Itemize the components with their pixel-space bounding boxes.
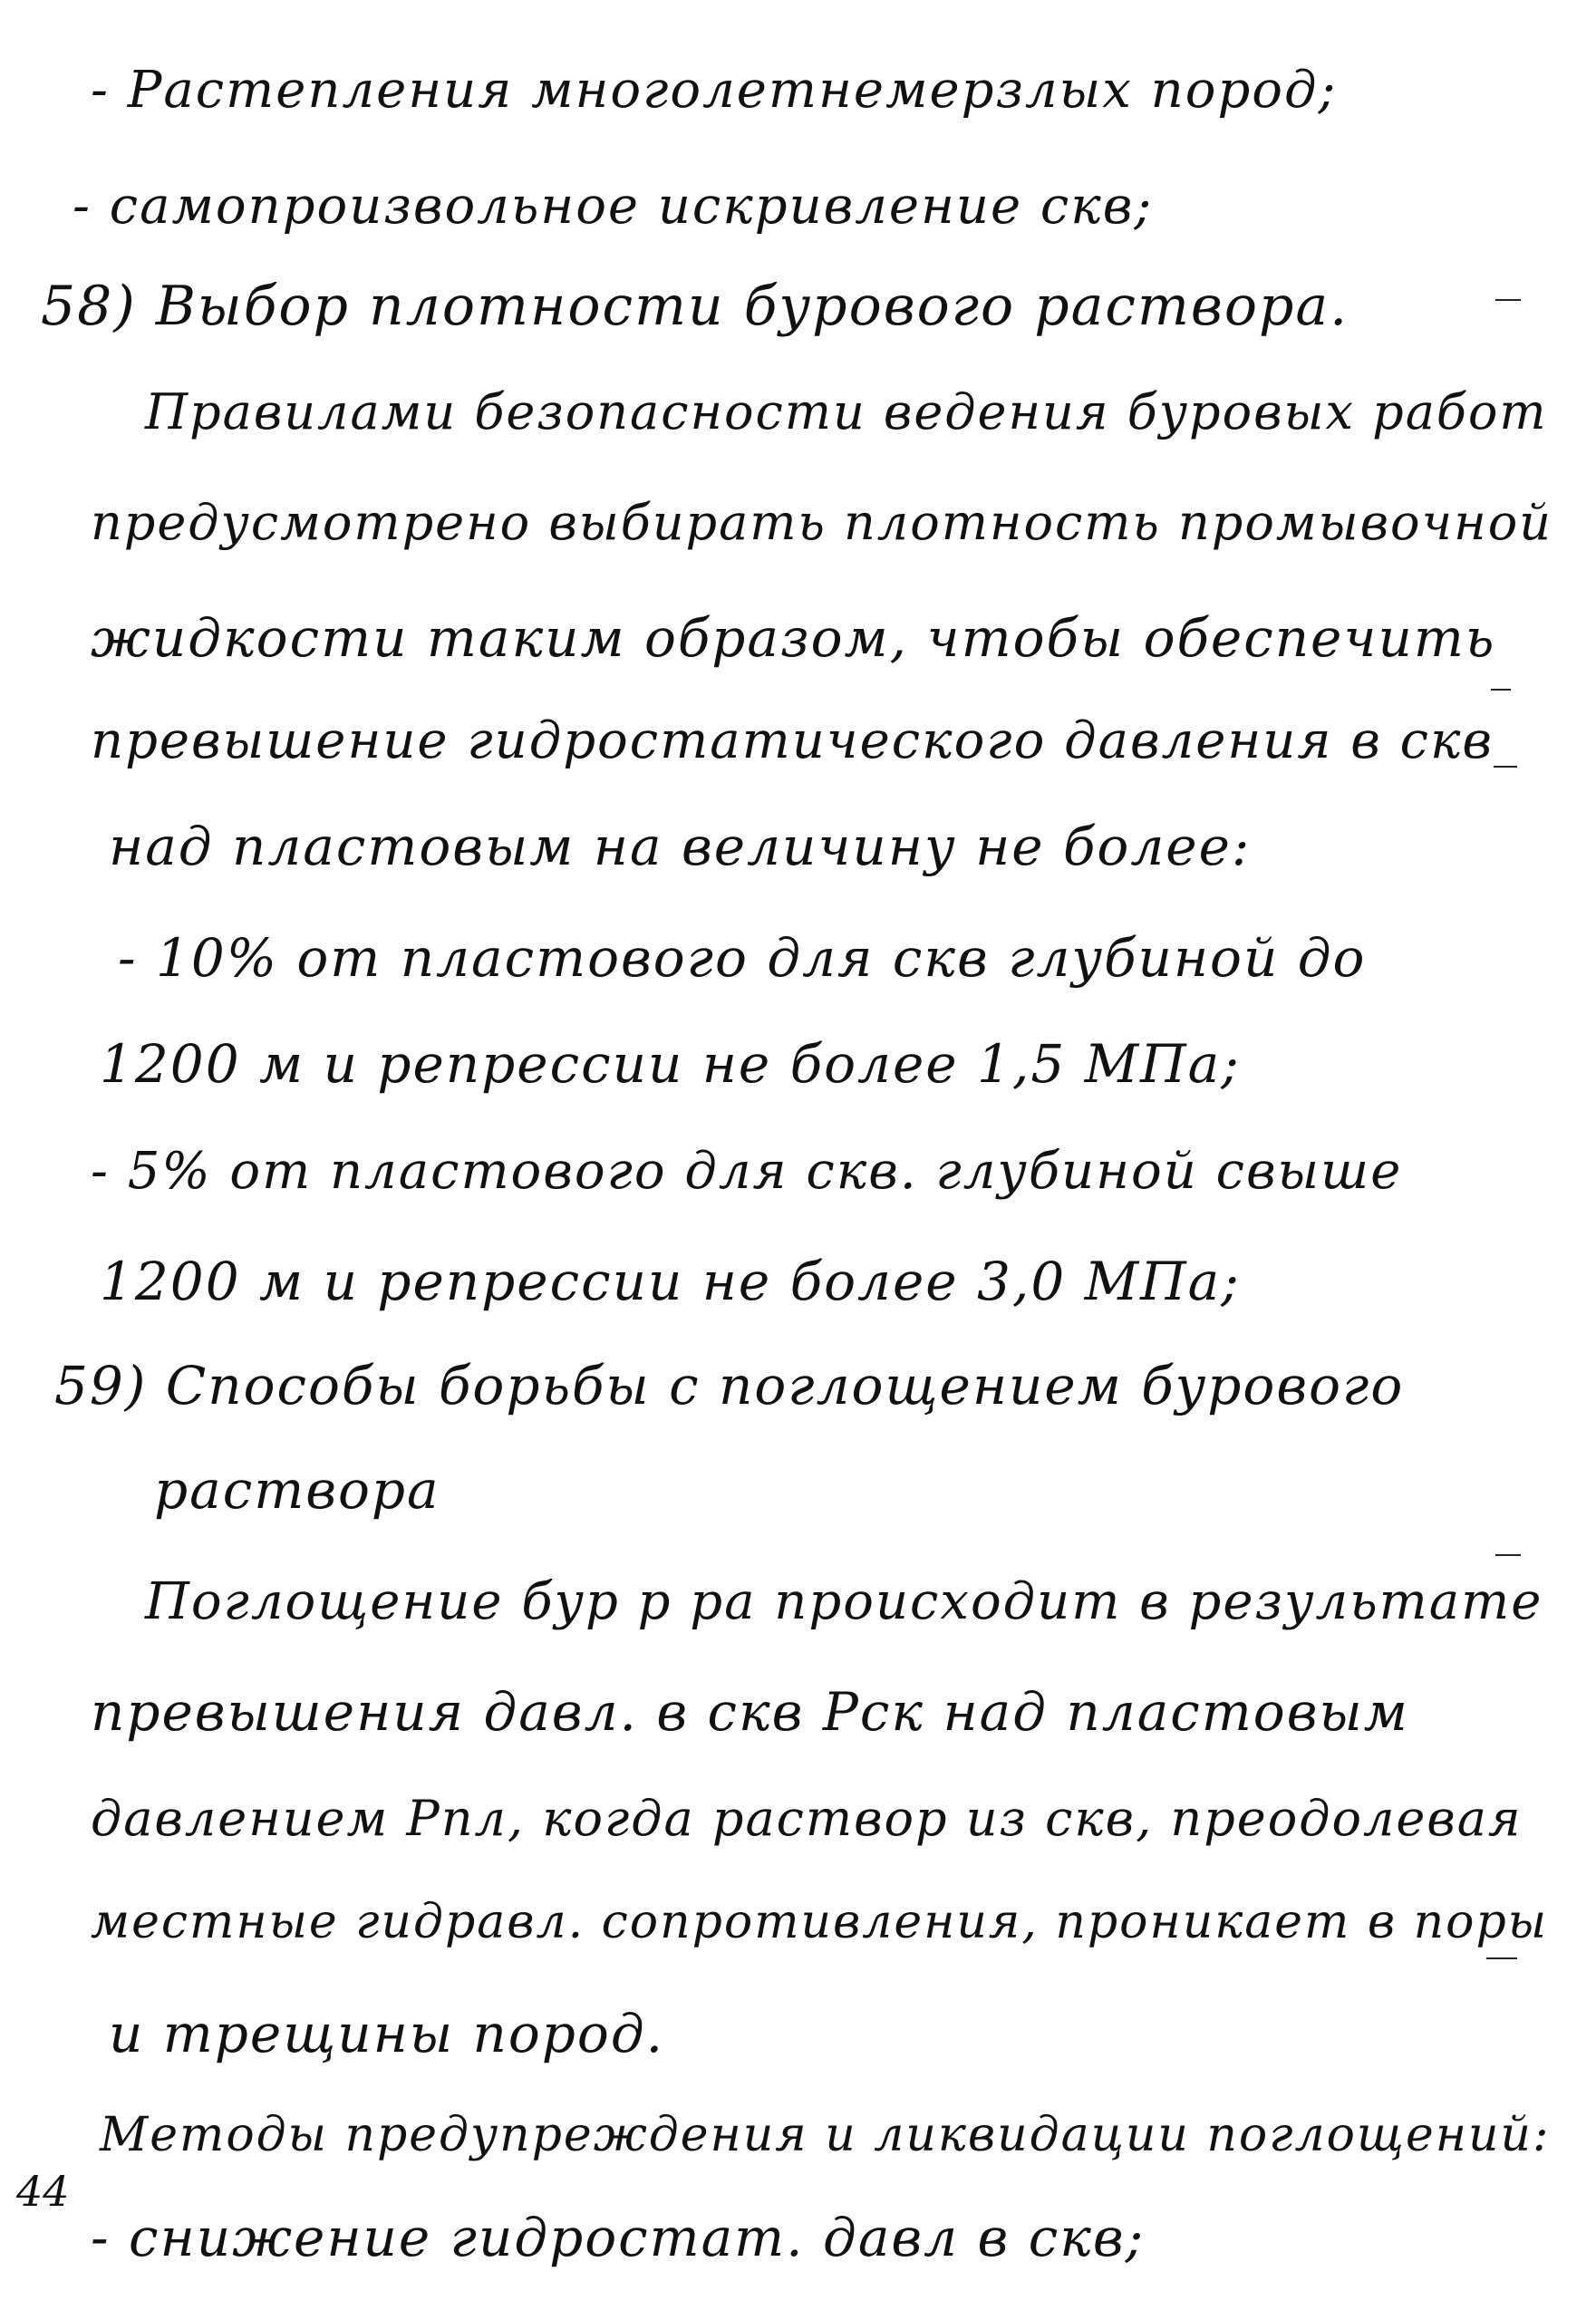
page-number: 44 — [16, 2167, 70, 2216]
text-line-9: - 10% от пластового для скв глубиной до — [118, 927, 1367, 989]
text-line-21: - снижение гидростат. давл в скв; — [91, 2207, 1146, 2268]
text-line-5: предусмотрено выбирать плотность промывочной — [91, 494, 1552, 551]
text-line-4: Правилами безопасности ведения буровых работ — [145, 383, 1548, 440]
text-line-14: раствора — [154, 1459, 440, 1521]
text-line-19: и трещины пород. — [109, 2003, 665, 2064]
text-line-16: превышения давл. в скв Рск над пластовым — [91, 1681, 1409, 1743]
text-line-15: Поглощение бур р ра происходит в результате — [145, 1572, 1543, 1631]
text-line-17: давлением Рпл, когда раствор из скв, преодолевая — [91, 1790, 1523, 1847]
margin-tick — [1495, 299, 1521, 301]
text-line-1: - Растепления многолетнемерзлых пород; — [91, 61, 1338, 120]
margin-tick — [1495, 1554, 1521, 1556]
text-line-10: 1200 м и репрессии не более 1,5 МПа; — [100, 1033, 1241, 1095]
text-line-18: местные гидравл. сопротивления, проникает в поры — [91, 1895, 1549, 1949]
text-line-20: Методы предупреждения и ликвидации поглощений: — [100, 2108, 1551, 2162]
margin-tick — [1494, 766, 1517, 768]
margin-tick — [1486, 1957, 1517, 1959]
margin-tick — [1491, 689, 1511, 691]
text-line-11: - 5% от пластового для скв. глубиной свыше — [91, 1142, 1403, 1201]
section-58-heading: 58) Выбор плотности бурового раствора. — [41, 275, 1349, 338]
text-line-8: над пластовым на величину не более: — [109, 816, 1252, 877]
section-59-heading: 59) Способы борьбы с поглощением бурового — [54, 1355, 1405, 1416]
text-line-12: 1200 м и репрессии не более 3,0 МПа; — [100, 1251, 1241, 1312]
text-line-7: превышение гидростатического давления в скв — [91, 711, 1494, 770]
text-line-2: - самопроизвольное искривление скв; — [73, 177, 1154, 236]
text-line-6: жидкости таким образом, чтобы обеспечить — [91, 607, 1496, 669]
